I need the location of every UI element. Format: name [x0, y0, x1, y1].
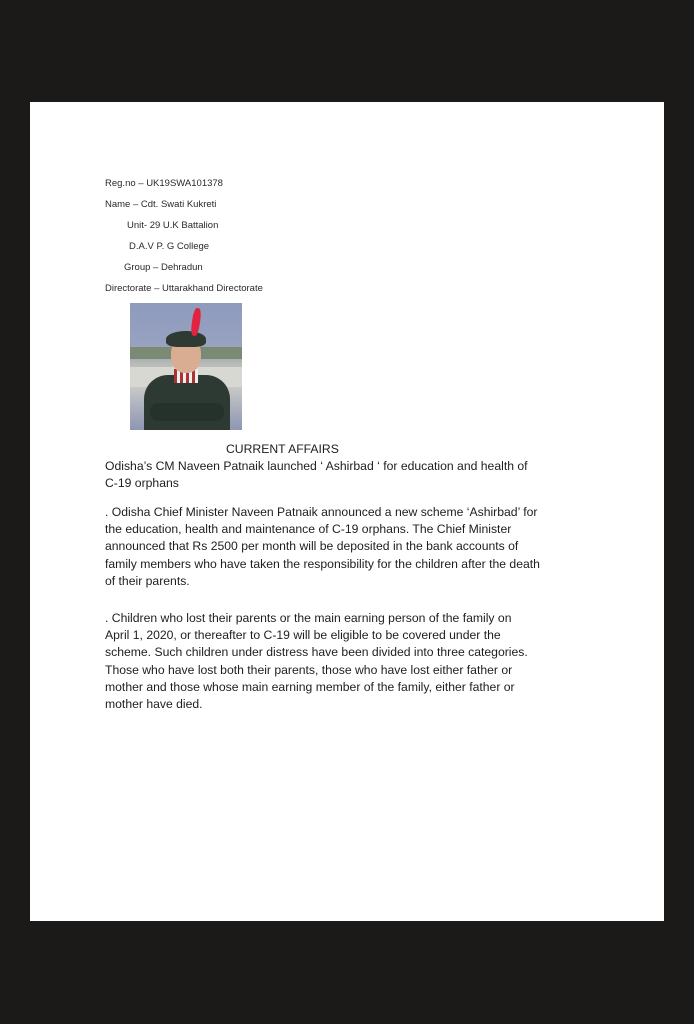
paragraph-line: the education, health and maintenance of C-19 orphans. The Chief Minister [105, 522, 512, 537]
paragraph-line: scheme. Such children under distress have been divided into three categories. [105, 645, 528, 660]
paragraph-line: April 1, 2020, or thereafter to C-19 will be eligible to be covered under the [105, 628, 501, 643]
paragraph-line: Those who have lost both their parents, those who have lost either father or [105, 662, 513, 677]
document-page [30, 102, 664, 921]
headline [105, 458, 585, 492]
paragraph-2 [105, 610, 595, 713]
photo-plume [190, 308, 202, 337]
paragraph-1 [105, 504, 595, 590]
headline-line: Odisha’s CM Naveen Patnaik launched ‘ Ashirbad ‘ for education and health of [105, 459, 528, 473]
paragraph-line: of their parents. [105, 573, 190, 588]
photo-beret [166, 331, 206, 347]
paragraph-line: . Children who lost their parents or the main earning person of the family on [105, 611, 512, 625]
paragraph-line: mother and those whose main earning member of the family, either father or [105, 679, 515, 694]
cadet-name: Name – Cdt. Swati Kukreti [105, 199, 217, 210]
section-title: CURRENT AFFAIRS [226, 442, 339, 456]
headline-line: C-19 orphans [105, 476, 179, 491]
college: D.A.V P. G College [129, 241, 210, 252]
paragraph-line: family members who have taken the responsibility for the children after the death [105, 556, 540, 571]
paragraph-line: . Odisha Chief Minister Naveen Patnaik announced a new scheme ‘Ashirbad’ for [105, 505, 538, 519]
unit: Unit- 29 U.K Battalion [127, 220, 219, 231]
cadet-photo [130, 303, 242, 430]
paragraph-line: mother have died. [105, 697, 203, 712]
group: Group – Dehradun [124, 262, 203, 273]
paragraph-line: announced that Rs 2500 per month will be deposited in the bank accounts of [105, 539, 519, 554]
photo-crossed-arms [150, 403, 224, 421]
directorate: Directorate – Uttarakhand Directorate [105, 283, 263, 294]
reg-number: Reg.no – UK19SWA101378 [105, 178, 223, 189]
